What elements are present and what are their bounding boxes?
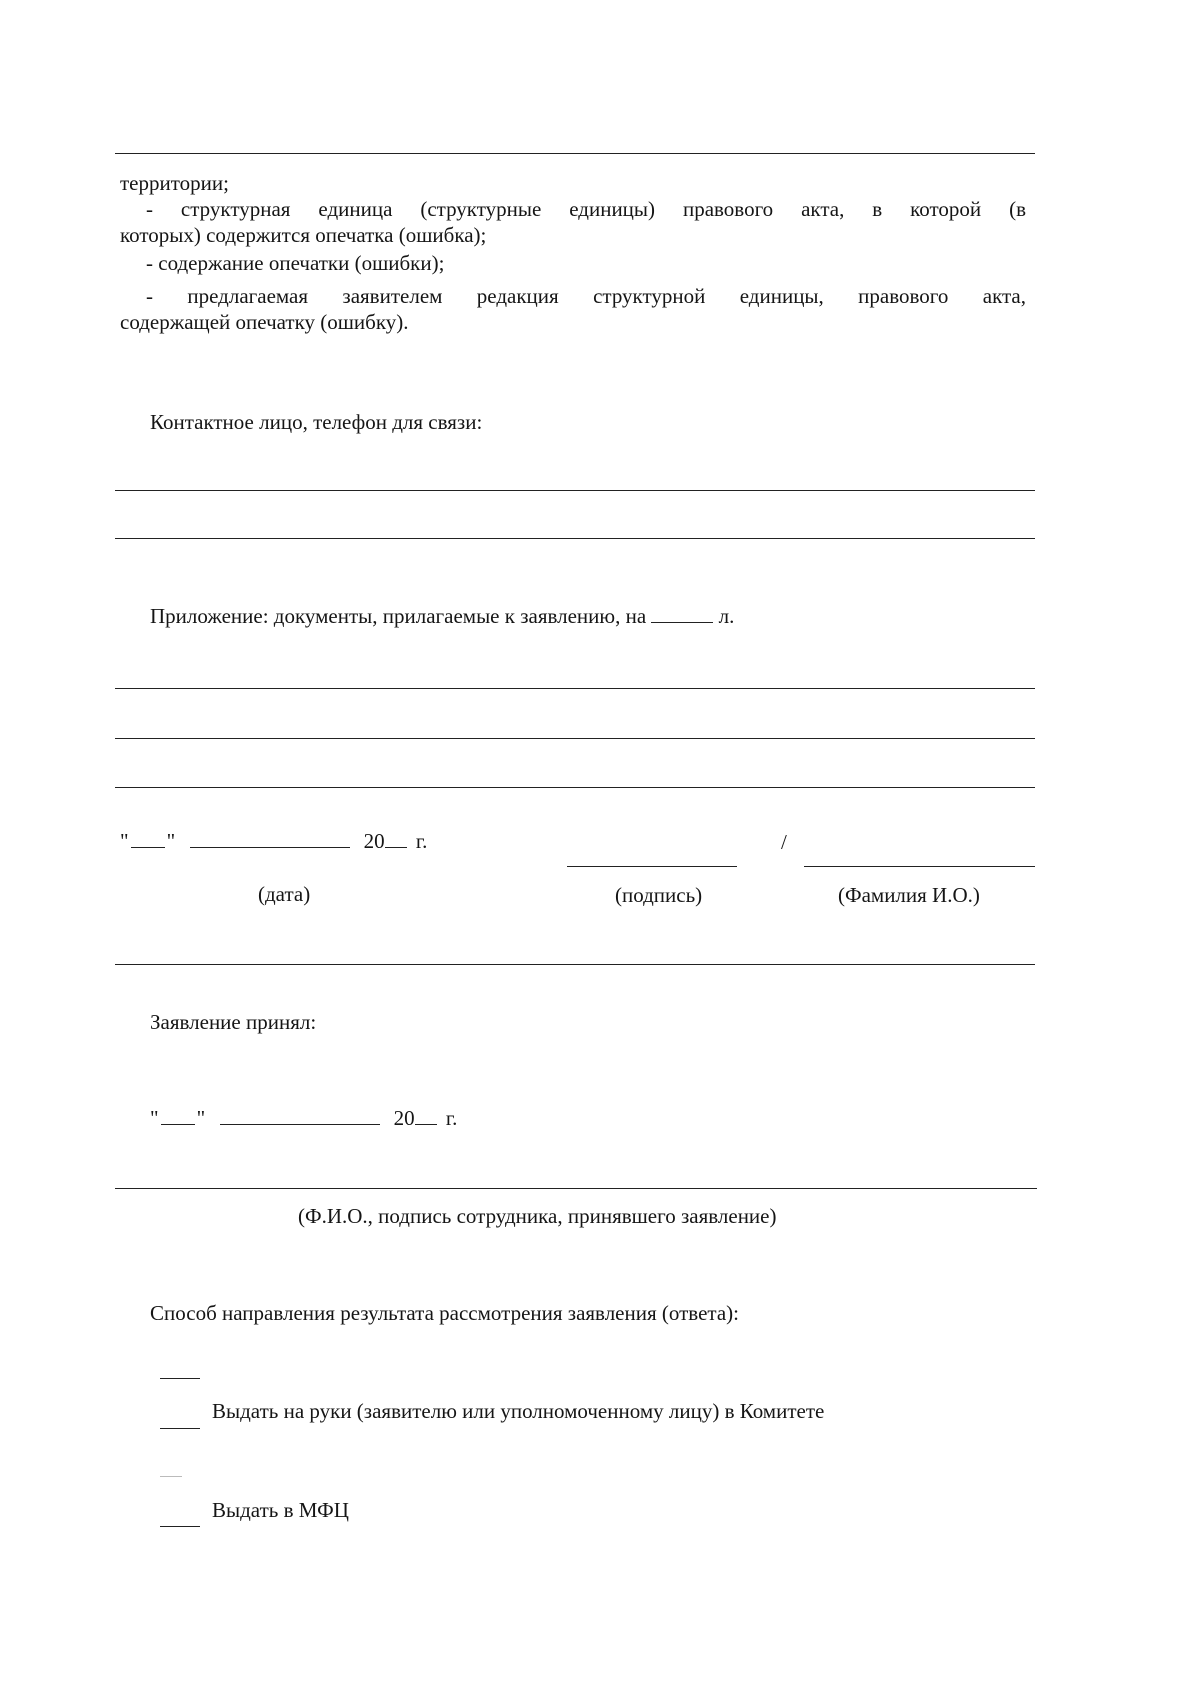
intro-line-territory: территории; (120, 171, 229, 195)
date-year-suffix: г. (415, 829, 428, 853)
attachment-field-line-3[interactable] (115, 787, 1035, 788)
separator-rule (115, 964, 1035, 965)
signature-field[interactable] (567, 866, 737, 867)
delivery-option-committee-checkbox[interactable] (158, 1378, 202, 1430)
accepted-quote-close: " (196, 1106, 206, 1130)
caption-signature: (подпись) (615, 883, 703, 907)
date-month-field[interactable] (190, 829, 350, 848)
date-quote-close: " (166, 829, 176, 853)
accepted-year-field[interactable] (415, 1106, 437, 1125)
accepted-label: Заявление принял: (150, 1010, 317, 1034)
attachment-suffix: л. (718, 604, 735, 628)
intro-item-structural-unit: - структурная единица (структурные единицы) правового акта, в которой (в (146, 197, 1026, 221)
attachment-field-line-2[interactable] (115, 738, 1035, 739)
contact-field-line-1[interactable] (115, 490, 1035, 491)
contact-field-line-2[interactable] (115, 538, 1035, 539)
attachment-field-line-1[interactable] (115, 688, 1035, 689)
checkbox-bottom-line (160, 1526, 200, 1527)
top-rule (115, 153, 1035, 154)
delivery-option-mfc-label[interactable]: Выдать в МФЦ (212, 1498, 349, 1522)
applicant-date-row (120, 828, 427, 854)
checkbox-top-line (160, 1476, 182, 1477)
intro-item-proposed-edition-cont: содержащей опечатку (ошибку). (120, 310, 409, 334)
caption-name: (Фамилия И.О.) (838, 883, 980, 907)
intro-item-proposed-edition: - предлагаемая заявителем редакция структурной единицы, правового акта, (146, 284, 1026, 308)
attachment-pages-field[interactable] (651, 604, 713, 623)
date-year-field[interactable] (385, 829, 407, 848)
accepted-signature-field[interactable] (115, 1188, 1037, 1189)
accepted-year-suffix: г. (445, 1106, 458, 1130)
attachment-prefix: Приложение: документы, прилагаемые к заявлению, на (150, 604, 647, 628)
checkbox-bottom-line (160, 1428, 200, 1429)
delivery-label: Способ направления результата рассмотрения заявления (ответа): (150, 1301, 739, 1325)
date-year-prefix: 20 (363, 829, 385, 853)
date-quote-open: " (120, 829, 129, 853)
attachment-label (150, 603, 734, 629)
intro-item-typo-content: - содержание опечатки (ошибки); (146, 251, 445, 275)
accepted-quote-open: " (150, 1106, 159, 1130)
delivery-option-mfc-checkbox[interactable] (158, 1476, 202, 1528)
signature-slash: / (781, 830, 787, 854)
intro-item-structural-unit-cont: которых) содержится опечатка (ошибка); (120, 223, 487, 247)
accepted-date-row (150, 1105, 457, 1131)
caption-date: (дата) (258, 882, 311, 906)
contact-label: Контактное лицо, телефон для связи: (150, 410, 483, 434)
accepted-day-field[interactable] (161, 1106, 195, 1125)
accepted-caption: (Ф.И.О., подпись сотрудника, принявшего заявление) (298, 1204, 777, 1228)
name-field[interactable] (804, 866, 1035, 867)
accepted-month-field[interactable] (220, 1106, 380, 1125)
date-day-field[interactable] (131, 829, 165, 848)
accepted-year-prefix: 20 (393, 1106, 415, 1130)
delivery-option-committee-label[interactable]: Выдать на руки (заявителю или уполномоченному лицу) в Комитете (212, 1399, 825, 1423)
checkbox-top-line (160, 1378, 200, 1379)
